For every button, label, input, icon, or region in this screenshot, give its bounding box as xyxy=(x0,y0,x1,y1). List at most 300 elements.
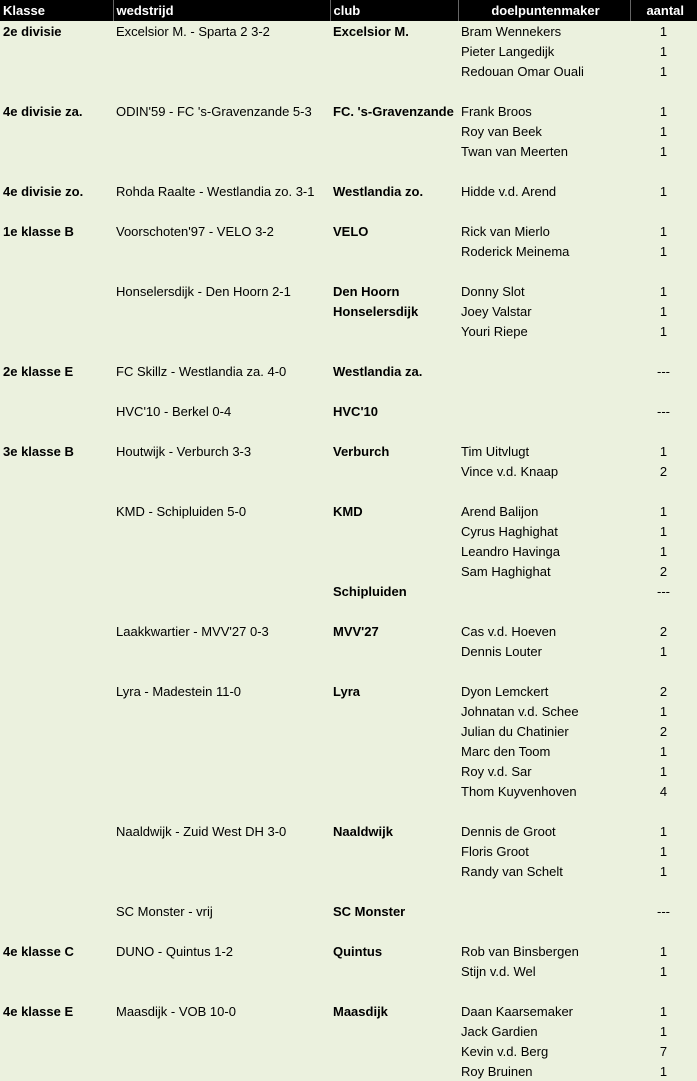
club-cell: FC. 's-Gravenzande xyxy=(333,103,454,119)
aantal-cell xyxy=(630,921,697,941)
wedstrijd-cell: Excelsior M. - Sparta 2 3-2 xyxy=(116,23,270,39)
club-cell xyxy=(330,201,458,221)
table-row xyxy=(0,81,697,101)
klasse-cell xyxy=(0,961,113,981)
club-cell: Naaldwijk xyxy=(333,823,393,839)
table-row xyxy=(0,1061,697,1081)
club-cell xyxy=(330,721,458,741)
doelpuntenmaker-cell: Marc den Toom xyxy=(461,743,551,759)
wedstrijd-cell: Honselersdijk - Den Hoorn 2-1 xyxy=(116,283,291,299)
club-cell: Westlandia za. xyxy=(333,363,423,379)
klasse-cell xyxy=(0,541,113,561)
doelpuntenmaker-cell xyxy=(458,81,630,101)
wedstrijd-cell xyxy=(113,141,330,161)
wedstrijd-cell xyxy=(113,721,330,741)
table-row xyxy=(0,821,697,841)
club-cell: Den Hoorn xyxy=(333,283,400,299)
klasse-cell xyxy=(0,321,113,341)
aantal-cell: 1 xyxy=(659,63,668,79)
doelpuntenmaker-cell: Rob van Binsbergen xyxy=(461,943,579,959)
club-cell xyxy=(330,961,458,981)
club-cell xyxy=(330,921,458,941)
table-row xyxy=(0,1001,697,1021)
doelpuntenmaker-cell: Daan Kaarsemaker xyxy=(461,1003,573,1019)
klasse-cell xyxy=(0,881,113,901)
wedstrijd-cell xyxy=(113,561,330,581)
aantal-cell: 1 xyxy=(659,763,668,779)
wedstrijd-cell xyxy=(113,661,330,681)
club-cell: SC Monster xyxy=(333,903,406,919)
club-cell xyxy=(330,161,458,181)
doelpuntenmaker-cell: Leandro Havinga xyxy=(461,543,561,559)
aantal-cell xyxy=(630,601,697,621)
wedstrijd-cell: Voorschoten'97 - VELO 3-2 xyxy=(116,223,274,239)
aantal-cell: 2 xyxy=(659,623,668,639)
aantal-cell: 1 xyxy=(659,1063,668,1079)
doelpuntenmaker-cell xyxy=(458,401,630,421)
table-row xyxy=(0,41,697,61)
wedstrijd-cell xyxy=(113,981,330,1001)
club-cell: Schipluiden xyxy=(333,583,407,599)
klasse-cell xyxy=(0,721,113,741)
wedstrijd-cell xyxy=(113,1061,330,1081)
klasse-cell xyxy=(0,201,113,221)
wedstrijd-cell xyxy=(113,1041,330,1061)
wedstrijd-cell xyxy=(113,881,330,901)
table-row xyxy=(0,281,697,301)
aantal-cell: 1 xyxy=(659,523,668,539)
wedstrijd-cell xyxy=(113,261,330,281)
doelpuntenmaker-cell: Bram Wennekers xyxy=(461,23,562,39)
wedstrijd-cell: Maasdijk - VOB 10-0 xyxy=(116,1003,236,1019)
header-klasse: Klasse xyxy=(0,0,113,21)
aantal-cell: 1 xyxy=(659,123,668,139)
club-cell xyxy=(330,601,458,621)
aantal-cell: --- xyxy=(657,583,670,599)
aantal-cell xyxy=(630,161,697,181)
club-cell xyxy=(330,981,458,1001)
club-cell: KMD xyxy=(333,503,363,519)
klasse-cell xyxy=(0,621,113,641)
club-cell xyxy=(330,41,458,61)
table-row xyxy=(0,1041,697,1061)
klasse-cell xyxy=(0,761,113,781)
wedstrijd-cell: ODIN'59 - FC 's-Gravenzande 5-3 xyxy=(116,103,312,119)
klasse-cell xyxy=(0,341,113,361)
club-cell xyxy=(330,761,458,781)
doelpuntenmaker-cell: Tim Uitvlugt xyxy=(461,443,530,459)
wedstrijd-cell xyxy=(113,301,330,321)
doelpuntenmaker-cell: Rick van Mierlo xyxy=(461,223,550,239)
wedstrijd-cell: DUNO - Quintus 1-2 xyxy=(116,943,234,959)
aantal-cell: 1 xyxy=(659,243,668,259)
wedstrijd-cell xyxy=(113,701,330,721)
klasse-cell xyxy=(0,81,113,101)
wedstrijd-cell xyxy=(113,201,330,221)
aantal-cell xyxy=(630,881,697,901)
doelpuntenmaker-cell xyxy=(458,921,630,941)
club-cell xyxy=(330,421,458,441)
club-cell xyxy=(330,781,458,801)
doelpuntenmaker-cell: Johnatan v.d. Schee xyxy=(461,703,579,719)
doelpuntenmaker-cell: Pieter Langedijk xyxy=(461,43,555,59)
wedstrijd-cell xyxy=(113,381,330,401)
aantal-cell: 1 xyxy=(659,823,668,839)
club-cell: Quintus xyxy=(333,943,383,959)
klasse-cell xyxy=(0,421,113,441)
table-row xyxy=(0,881,697,901)
aantal-cell: 1 xyxy=(659,643,668,659)
wedstrijd-cell xyxy=(113,241,330,261)
doelpuntenmaker-cell: Thom Kuyvenhoven xyxy=(461,783,577,799)
doelpuntenmaker-cell: Floris Groot xyxy=(461,843,529,859)
klasse-cell xyxy=(0,301,113,321)
klasse-cell xyxy=(0,921,113,941)
doelpuntenmaker-cell: Cyrus Haghighat xyxy=(461,523,558,539)
klasse-cell xyxy=(0,501,113,521)
wedstrijd-cell: SC Monster - vrij xyxy=(116,903,213,919)
klasse-cell: 2e klasse E xyxy=(3,363,74,379)
club-cell xyxy=(330,801,458,821)
table-row xyxy=(0,401,697,421)
doelpuntenmaker-cell: Youri Riepe xyxy=(461,323,528,339)
klasse-cell xyxy=(0,741,113,761)
doelpuntenmaker-cell xyxy=(458,261,630,281)
klasse-cell xyxy=(0,241,113,261)
table-header xyxy=(0,0,697,21)
doelpuntenmaker-cell: Dennis Louter xyxy=(461,643,542,659)
klasse-cell xyxy=(0,801,113,821)
club-cell: Maasdijk xyxy=(333,1003,388,1019)
wedstrijd-cell: HVC'10 - Berkel 0-4 xyxy=(116,403,232,419)
aantal-cell: 1 xyxy=(659,143,668,159)
doelpuntenmaker-cell xyxy=(458,201,630,221)
club-cell xyxy=(330,481,458,501)
table-row xyxy=(0,581,697,601)
aantal-cell: 2 xyxy=(659,463,668,479)
club-cell xyxy=(330,741,458,761)
aantal-cell: 1 xyxy=(659,183,668,199)
klasse-cell xyxy=(0,681,113,701)
club-cell xyxy=(330,241,458,261)
table-row xyxy=(0,181,697,201)
wedstrijd-cell xyxy=(113,741,330,761)
aantal-cell: 1 xyxy=(659,23,668,39)
club-cell: Lyra xyxy=(333,683,360,699)
aantal-cell xyxy=(630,81,697,101)
table-row xyxy=(0,521,697,541)
doelpuntenmaker-cell: Roy van Beek xyxy=(461,123,542,139)
doelpuntenmaker-cell: Kevin v.d. Berg xyxy=(461,1043,549,1059)
table-row xyxy=(0,761,697,781)
club-cell: Excelsior M. xyxy=(333,23,409,39)
doelpuntenmaker-cell xyxy=(458,881,630,901)
table-row xyxy=(0,921,697,941)
table-row xyxy=(0,381,697,401)
aantal-cell xyxy=(630,661,697,681)
wedstrijd-cell xyxy=(113,321,330,341)
table-row xyxy=(0,861,697,881)
club-cell xyxy=(330,701,458,721)
wedstrijd-cell xyxy=(113,841,330,861)
klasse-cell xyxy=(0,461,113,481)
doelpuntenmaker-cell: Roderick Meinema xyxy=(461,243,570,259)
wedstrijd-cell: Lyra - Madestein 11-0 xyxy=(116,683,242,699)
klasse-cell xyxy=(0,841,113,861)
header-doelpuntenmaker: doelpuntenmaker xyxy=(458,0,630,21)
aantal-cell: --- xyxy=(657,363,670,379)
aantal-cell xyxy=(630,981,697,1001)
klasse-cell: 1e klasse B xyxy=(3,223,74,239)
table-row xyxy=(0,241,697,261)
aantal-cell: 4 xyxy=(659,783,668,799)
doelpuntenmaker-cell xyxy=(458,421,630,441)
doelpuntenmaker-cell: Redouan Omar Ouali xyxy=(461,63,584,79)
table-row xyxy=(0,841,697,861)
doelpuntenmaker-cell: Hidde v.d. Arend xyxy=(461,183,557,199)
table-row xyxy=(0,481,697,501)
table-row xyxy=(0,661,697,681)
klasse-cell xyxy=(0,121,113,141)
table-row xyxy=(0,21,697,41)
club-cell xyxy=(330,1021,458,1041)
club-cell xyxy=(330,521,458,541)
club-cell xyxy=(330,641,458,661)
table-row xyxy=(0,261,697,281)
table-row xyxy=(0,361,697,381)
doelpuntenmaker-cell: Vince v.d. Knaap xyxy=(461,463,559,479)
club-cell: Westlandia zo. xyxy=(333,183,424,199)
aantal-cell: --- xyxy=(657,903,670,919)
doelpuntenmaker-cell: Cas v.d. Hoeven xyxy=(461,623,557,639)
aantal-cell: 1 xyxy=(659,43,668,59)
club-cell: VELO xyxy=(333,223,369,239)
club-cell xyxy=(330,121,458,141)
klasse-cell xyxy=(0,701,113,721)
table-body xyxy=(0,21,697,1081)
club-cell xyxy=(330,321,458,341)
wedstrijd-cell: Laakkwartier - MVV'27 0-3 xyxy=(116,623,269,639)
aantal-cell: 1 xyxy=(659,303,668,319)
doelpuntenmaker-cell xyxy=(458,801,630,821)
table-row xyxy=(0,601,697,621)
doelpuntenmaker-cell xyxy=(458,381,630,401)
club-cell xyxy=(330,261,458,281)
aantal-cell: --- xyxy=(657,403,670,419)
doelpuntenmaker-cell xyxy=(458,661,630,681)
aantal-cell: 1 xyxy=(659,323,668,339)
doelpuntenmaker-cell xyxy=(458,341,630,361)
club-cell xyxy=(330,541,458,561)
table-row xyxy=(0,341,697,361)
table-row xyxy=(0,801,697,821)
doelpuntenmaker-cell xyxy=(458,581,630,601)
klasse-cell xyxy=(0,401,113,421)
klasse-cell: 4e divisie za. xyxy=(3,103,83,119)
club-cell xyxy=(330,61,458,81)
club-cell xyxy=(330,381,458,401)
klasse-cell xyxy=(0,901,113,921)
klasse-cell xyxy=(0,481,113,501)
wedstrijd-cell: Naaldwijk - Zuid West DH 3-0 xyxy=(116,823,287,839)
table-row xyxy=(0,221,697,241)
wedstrijd-cell xyxy=(113,481,330,501)
table-row xyxy=(0,901,697,921)
header-row xyxy=(0,0,697,21)
wedstrijd-cell xyxy=(113,341,330,361)
wedstrijd-cell xyxy=(113,801,330,821)
doelpuntenmaker-cell xyxy=(458,901,630,921)
wedstrijd-cell xyxy=(113,541,330,561)
aantal-cell: 1 xyxy=(659,963,668,979)
table-row xyxy=(0,161,697,181)
klasse-cell xyxy=(0,141,113,161)
club-cell xyxy=(330,341,458,361)
club-cell: MVV'27 xyxy=(333,623,379,639)
table-row xyxy=(0,141,697,161)
aantal-cell: 1 xyxy=(659,223,668,239)
doelpuntenmaker-cell xyxy=(458,981,630,1001)
table-row xyxy=(0,1021,697,1041)
doelpuntenmaker-cell: Dyon Lemckert xyxy=(461,683,549,699)
wedstrijd-cell xyxy=(113,41,330,61)
klasse-cell xyxy=(0,261,113,281)
aantal-cell: 1 xyxy=(659,1003,668,1019)
klasse-cell xyxy=(0,1021,113,1041)
doelpuntenmaker-cell xyxy=(458,361,630,381)
club-cell xyxy=(330,661,458,681)
wedstrijd-cell xyxy=(113,761,330,781)
club-cell xyxy=(330,861,458,881)
table-row xyxy=(0,641,697,661)
aantal-cell: 1 xyxy=(659,743,668,759)
club-cell: HVC'10 xyxy=(333,403,378,419)
klasse-cell xyxy=(0,981,113,1001)
table-row xyxy=(0,301,697,321)
table-row xyxy=(0,961,697,981)
table-row xyxy=(0,501,697,521)
aantal-cell xyxy=(630,341,697,361)
klasse-cell: 4e klasse C xyxy=(3,943,74,959)
aantal-cell xyxy=(630,801,697,821)
wedstrijd-cell xyxy=(113,161,330,181)
klasse-cell xyxy=(0,1041,113,1061)
klasse-cell xyxy=(0,41,113,61)
club-cell xyxy=(330,561,458,581)
table-row xyxy=(0,121,697,141)
doelpuntenmaker-cell: Donny Slot xyxy=(461,283,525,299)
table-row xyxy=(0,621,697,641)
wedstrijd-cell xyxy=(113,421,330,441)
aantal-cell: 2 xyxy=(659,723,668,739)
doelpuntenmaker-cell: Arend Balijon xyxy=(461,503,539,519)
doelpuntenmaker-cell: Roy v.d. Sar xyxy=(461,763,532,779)
doelpuntenmaker-cell xyxy=(458,481,630,501)
doelpuntenmaker-cell: Roy Bruinen xyxy=(461,1063,533,1079)
klasse-cell xyxy=(0,1061,113,1081)
doelpuntenmaker-cell: Joey Valstar xyxy=(461,303,532,319)
aantal-cell xyxy=(630,381,697,401)
club-cell xyxy=(330,1041,458,1061)
klasse-cell xyxy=(0,521,113,541)
aantal-cell: 1 xyxy=(659,863,668,879)
aantal-cell: 1 xyxy=(659,1023,668,1039)
table-row xyxy=(0,561,697,581)
wedstrijd-cell xyxy=(113,921,330,941)
wedstrijd-cell xyxy=(113,1021,330,1041)
table-row xyxy=(0,681,697,701)
club-cell xyxy=(330,841,458,861)
klasse-cell: 4e klasse E xyxy=(3,1003,74,1019)
klasse-cell xyxy=(0,821,113,841)
klasse-cell xyxy=(0,781,113,801)
doelpuntenmaker-cell: Stijn v.d. Wel xyxy=(461,963,536,979)
table-row xyxy=(0,981,697,1001)
klasse-cell xyxy=(0,281,113,301)
klasse-cell xyxy=(0,161,113,181)
wedstrijd-cell: Rohda Raalte - Westlandia zo. 3-1 xyxy=(116,183,315,199)
aantal-cell xyxy=(630,261,697,281)
klasse-cell xyxy=(0,661,113,681)
table-row xyxy=(0,421,697,441)
table-row xyxy=(0,781,697,801)
doelpuntenmaker-cell: Dennis de Groot xyxy=(461,823,556,839)
aantal-cell: 1 xyxy=(659,103,668,119)
club-cell xyxy=(330,1061,458,1081)
klasse-cell xyxy=(0,861,113,881)
klasse-cell xyxy=(0,581,113,601)
wedstrijd-cell xyxy=(113,961,330,981)
doelpuntenmaker-cell: Jack Gardien xyxy=(461,1023,538,1039)
table-row xyxy=(0,461,697,481)
table-row xyxy=(0,721,697,741)
doelpuntenmaker-cell xyxy=(458,601,630,621)
aantal-cell xyxy=(630,201,697,221)
wedstrijd-cell xyxy=(113,781,330,801)
wedstrijd-cell xyxy=(113,581,330,601)
klasse-cell xyxy=(0,381,113,401)
table-row xyxy=(0,101,697,121)
klasse-cell xyxy=(0,641,113,661)
table-row xyxy=(0,701,697,721)
wedstrijd-cell xyxy=(113,61,330,81)
aantal-cell: 1 xyxy=(659,703,668,719)
club-cell xyxy=(330,81,458,101)
wedstrijd-cell xyxy=(113,81,330,101)
aantal-cell xyxy=(630,421,697,441)
aantal-cell xyxy=(630,481,697,501)
aantal-cell: 1 xyxy=(659,443,668,459)
header-club: club xyxy=(330,0,458,21)
club-cell xyxy=(330,141,458,161)
doelpuntenmaker-cell: Twan van Meerten xyxy=(461,143,568,159)
doelpuntenmaker-cell xyxy=(458,161,630,181)
doelpuntenmaker-cell: Julian du Chatinier xyxy=(461,723,569,739)
wedstrijd-cell: KMD - Schipluiden 5-0 xyxy=(116,503,247,519)
table-row xyxy=(0,741,697,761)
aantal-cell: 1 xyxy=(659,503,668,519)
doelpuntenmaker-cell: Frank Broos xyxy=(461,103,532,119)
klasse-cell xyxy=(0,61,113,81)
wedstrijd-cell xyxy=(113,641,330,661)
aantal-cell: 1 xyxy=(659,543,668,559)
wedstrijd-cell xyxy=(113,601,330,621)
header-wedstrijd: wedstrijd xyxy=(113,0,330,21)
aantal-cell: 1 xyxy=(659,843,668,859)
table-row xyxy=(0,941,697,961)
klasse-cell: 4e divisie zo. xyxy=(3,183,84,199)
doelpuntenmaker-cell: Randy van Schelt xyxy=(461,863,563,879)
